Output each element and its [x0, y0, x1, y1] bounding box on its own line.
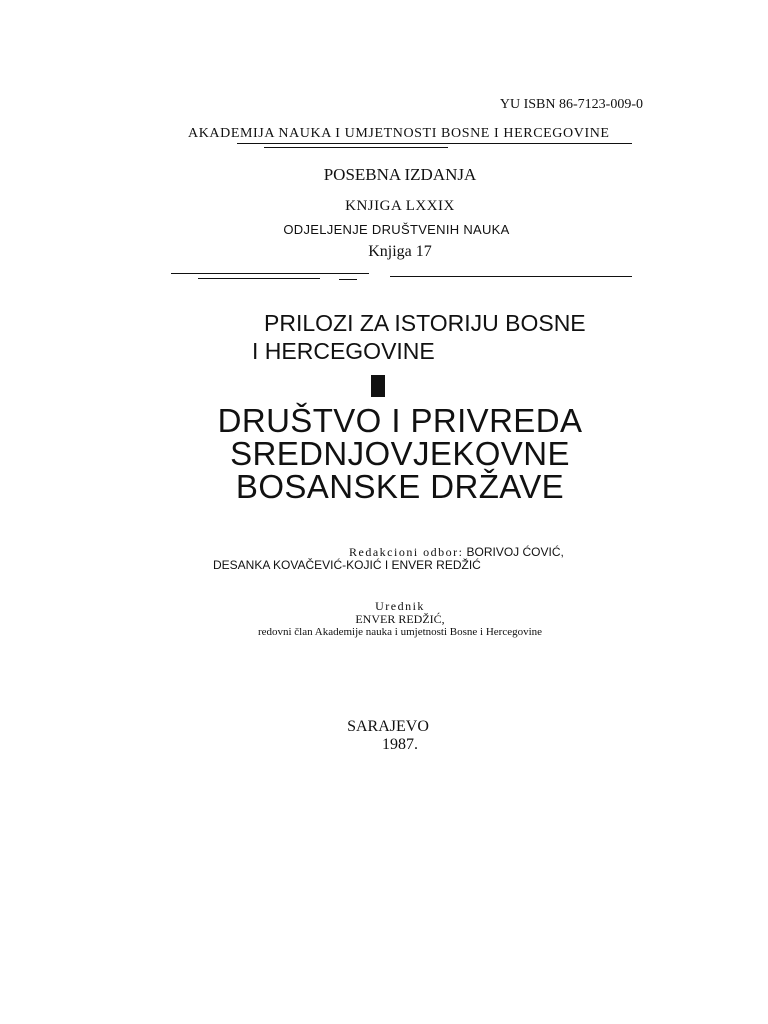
series-book-number: KNJIGA LXXIX — [345, 198, 455, 214]
collection-title-line1: PRILOZI ZA ISTORIJU BOSNE — [264, 310, 586, 336]
editor-label: Urednik — [375, 599, 425, 613]
editorial-board-line2: DESANKA KOVAČEVIĆ-KOJIĆ I ENVER REDŽIĆ — [213, 558, 481, 572]
imprint-year: 1987. — [382, 736, 418, 753]
divider-line — [171, 273, 369, 274]
divider-line — [198, 278, 320, 279]
publisher-name: AKADEMIJA NAUKA I UMJETNOSTI BOSNE I HERCEGOVINE — [188, 126, 610, 141]
book-title-line3: BOSANSKE DRŽAVE — [235, 468, 565, 505]
isbn-number: YU ISBN 86-7123-009-0 — [499, 97, 643, 112]
editorial-board-label: Redakcioni odbor: — [349, 545, 464, 559]
collection-title-line2: I HERCEGOVINE — [252, 338, 435, 364]
book-title-line1: DRUŠTVO I PRIVREDA — [217, 402, 583, 439]
divider-line — [390, 276, 632, 277]
editorial-board-members: BORIVOJ ĆOVIĆ, — [466, 545, 564, 559]
department-name: ODJELJENJE DRUŠTVENIH NAUKA — [283, 222, 510, 237]
bullet-mark — [371, 375, 385, 397]
divider-line — [237, 143, 632, 144]
editor-name: ENVER REDŽIĆ, — [355, 612, 445, 626]
editor-role: redovni član Akademije nauka i umjetnosti Bosne i Hercegovine — [257, 626, 543, 638]
department-book-number: Knjiga 17 — [368, 243, 432, 260]
book-title-line2: SREDNJOVJEKOVNE — [230, 435, 570, 472]
divider-line — [339, 279, 357, 280]
book-title — [0, 404, 768, 503]
imprint-city: SARAJEVO — [347, 718, 429, 735]
divider-line — [264, 147, 448, 148]
series-name: POSEBNA IZDANJA — [323, 165, 477, 184]
